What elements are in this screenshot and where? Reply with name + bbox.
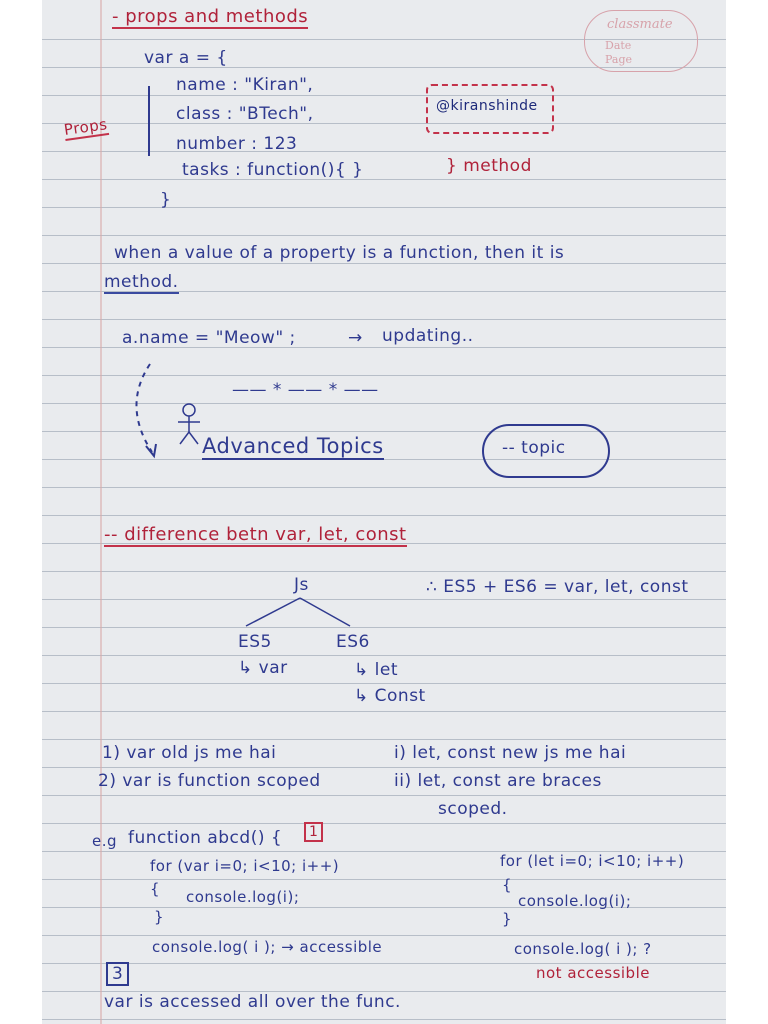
update-note: updating.. (382, 326, 474, 346)
notebook-page (42, 0, 726, 1024)
point-left-1: 1) var old js me hai (102, 743, 277, 763)
es-formula: ∴ ES5 + ES6 = var, let, const (426, 577, 689, 597)
tree-es6: ES6 (336, 632, 370, 652)
let-loop-body: console.log(i); (518, 892, 632, 910)
point-left-2: 2) var is function scoped (98, 771, 321, 791)
tree-const: ↳ Const (354, 686, 426, 706)
classmate-logo: classmate Date Page (584, 10, 698, 72)
var-loop-body: console.log(i); (186, 888, 300, 906)
tree-var: ↳ var (238, 658, 288, 678)
let-loop-open: { (502, 876, 513, 894)
update-arrow: → (348, 328, 363, 348)
advanced-topics-title: Advanced Topics (202, 434, 384, 458)
point-right-2: ii) let, const are braces (394, 771, 602, 791)
code-open: var a = { (144, 48, 228, 68)
var-loop-close: } (154, 908, 165, 926)
let-loop-close: } (502, 910, 513, 928)
props-bracket (148, 86, 150, 156)
let-not-accessible: not accessible (536, 964, 650, 982)
heading-difference: -- difference betn var, let, const (104, 524, 407, 545)
heading-props-and-methods: - props and methods (112, 6, 309, 27)
var-loop-open: { (150, 880, 161, 898)
code-line-name: name : "Kiran", (176, 75, 314, 95)
point-right-1: i) let, const new js me hai (394, 743, 627, 763)
tree-es5: ES5 (238, 632, 272, 652)
stick-figure-icon (174, 402, 204, 448)
code-line-tasks: tasks : function(){ } (182, 160, 364, 180)
topic-bubble: -- topic (482, 424, 610, 478)
code-line-class: class : "BTech", (176, 104, 314, 124)
code-line-number: number : 123 (176, 134, 298, 154)
point-right-3: scoped. (438, 799, 508, 819)
example-prefix: e.g (92, 832, 118, 850)
note-method-line1: when a value of a property is a function, then it is (114, 243, 565, 263)
signature-stamp: @kiranshinde (426, 84, 554, 134)
code-close: } (160, 190, 172, 210)
margin-line (100, 0, 102, 1024)
marker-3: 3 (106, 962, 129, 986)
let-log: console.log( i ); ? (514, 940, 652, 958)
side-label-props: Props (62, 115, 109, 139)
separator-line: —— * —— * —— (232, 380, 379, 400)
note-method-line2: method. (104, 272, 179, 292)
var-log-accessible: console.log( i ); → accessible (152, 938, 383, 956)
example-function: function abcd() { (128, 828, 283, 848)
let-loop: for (let i=0; i<10; i++) (500, 852, 685, 870)
marker-1: 1 (304, 822, 323, 842)
tree-let: ↳ let (354, 660, 398, 680)
update-code: a.name = "Meow" ; (122, 328, 296, 348)
tree-root: Js (294, 575, 309, 595)
var-loop: for (var i=0; i<10; i++) (150, 857, 340, 875)
footer-note: var is accessed all over the func. (104, 992, 401, 1012)
tree-branches (232, 596, 362, 630)
method-label: } method (446, 156, 532, 176)
